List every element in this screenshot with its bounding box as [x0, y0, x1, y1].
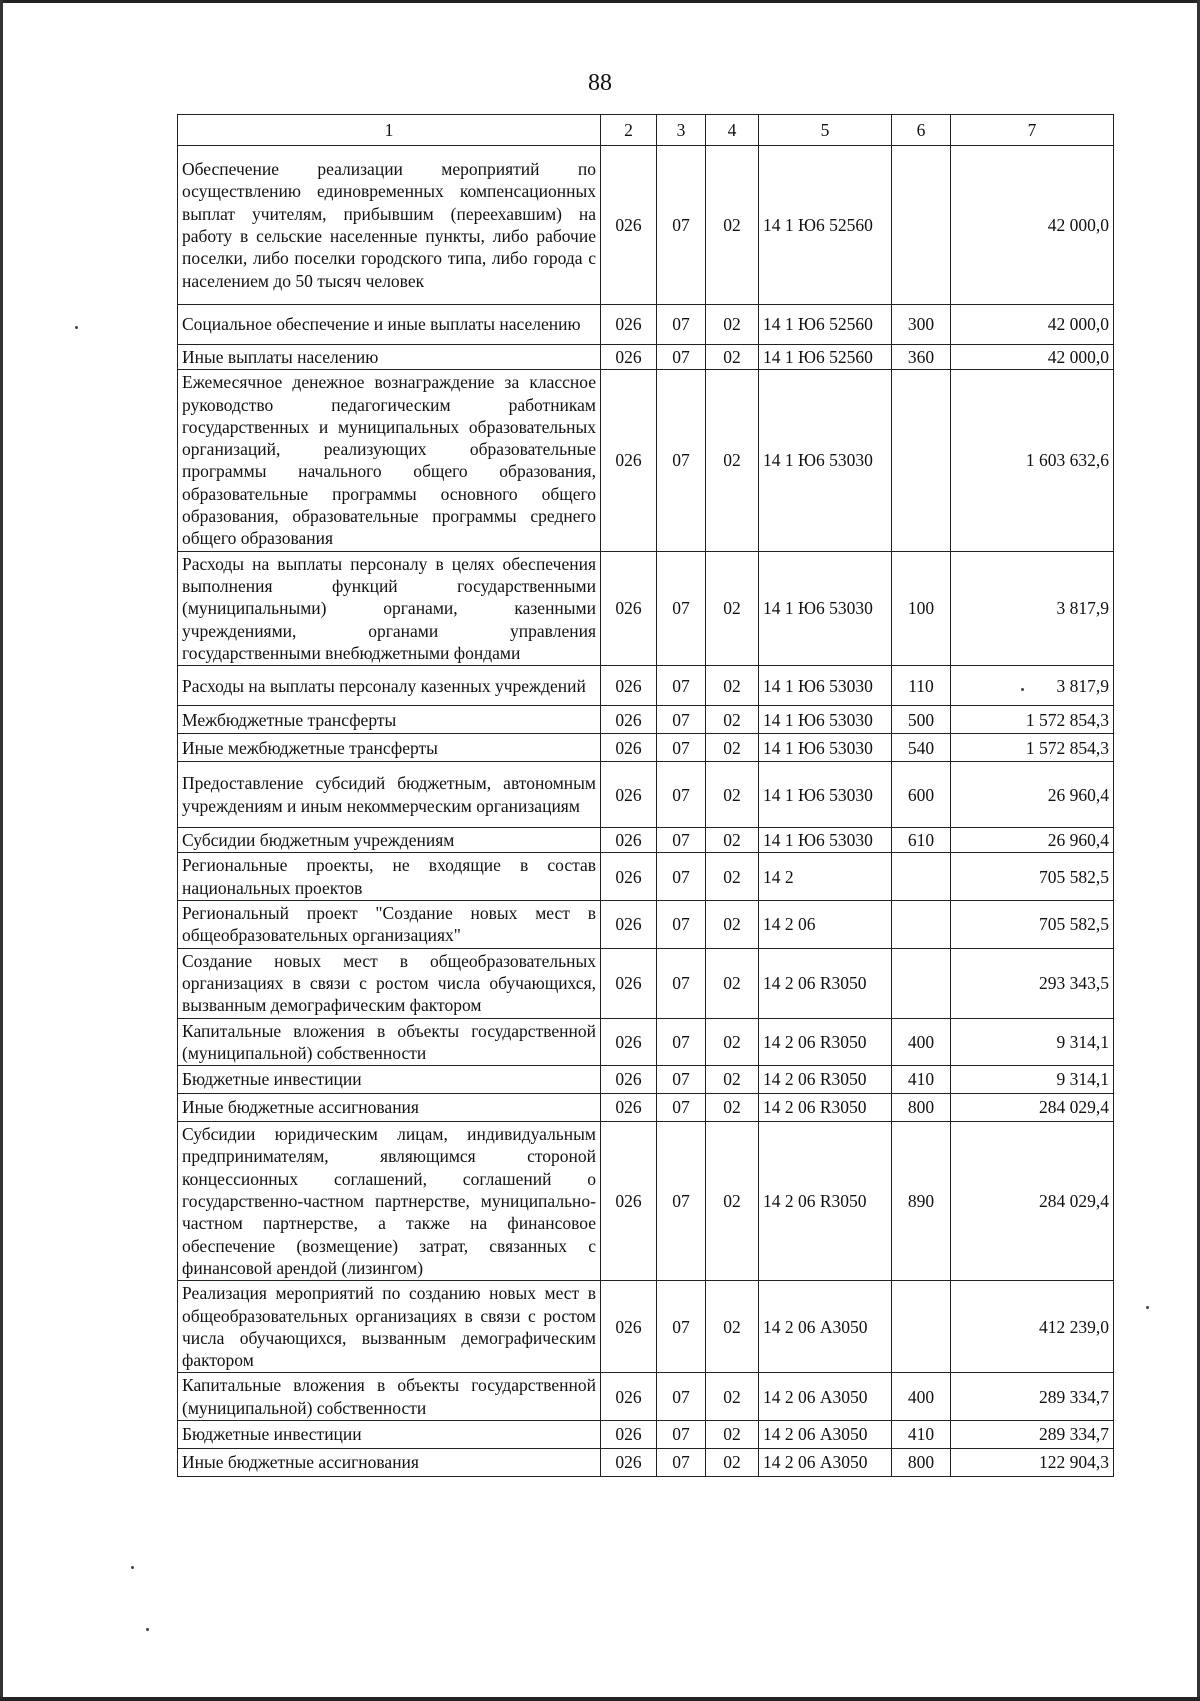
table-row — [178, 706, 1114, 734]
amount: 26 960,4 — [951, 762, 1114, 828]
target-article-code: 14 1 Ю6 52560 — [759, 305, 892, 345]
table-row — [178, 1122, 1114, 1281]
section-code: 07 — [657, 948, 706, 1018]
amount: 3 817,9 — [951, 551, 1114, 665]
row-name: Реализация мероприятий по созданию новых мест в общеобразовательных организациях в связи с ростом числа обучающихся, вызванным демографическим фактором — [178, 1281, 601, 1373]
scan-border-bottom — [0, 1697, 1200, 1701]
subsection-code: 02 — [706, 706, 759, 734]
row-name: Субсидии бюджетным учреждениям — [178, 828, 601, 853]
row-name: Предоставление субсидий бюджетным, автономным учреждениям и иным некоммерческим организациям — [178, 762, 601, 828]
subsection-code: 02 — [706, 1373, 759, 1421]
table-row — [178, 370, 1114, 551]
ministry-code: 026 — [601, 370, 657, 551]
table-row — [178, 146, 1114, 305]
amount: 122 904,3 — [951, 1448, 1114, 1476]
ministry-code: 026 — [601, 1094, 657, 1122]
target-article-code: 14 2 06 R3050 — [759, 1018, 892, 1066]
ministry-code: 026 — [601, 1281, 657, 1373]
section-code: 07 — [657, 1094, 706, 1122]
ministry-code: 026 — [601, 551, 657, 665]
subsection-code: 02 — [706, 853, 759, 901]
subsection-code: 02 — [706, 1281, 759, 1373]
expense-type-code: 600 — [892, 762, 951, 828]
budget-table — [177, 114, 1114, 1477]
target-article-code: 14 1 Ю6 53030 — [759, 370, 892, 551]
section-code: 07 — [657, 706, 706, 734]
row-name: Межбюджетные трансферты — [178, 706, 601, 734]
expense-type-code — [892, 370, 951, 551]
amount: 42 000,0 — [951, 345, 1114, 370]
row-name: Создание новых мест в общеобразовательных организациях в связи с ростом числа обучающихся, вызванным демографическим фактором — [178, 948, 601, 1018]
amount: 3 817,9 — [951, 666, 1114, 706]
row-name: Бюджетные инвестиции — [178, 1420, 601, 1448]
subsection-code: 02 — [706, 1448, 759, 1476]
subsection-code: 02 — [706, 1420, 759, 1448]
amount: 289 334,7 — [951, 1420, 1114, 1448]
expense-type-code: 410 — [892, 1420, 951, 1448]
subsection-code: 02 — [706, 305, 759, 345]
table-row — [178, 305, 1114, 345]
table-row — [178, 666, 1114, 706]
subsection-code: 02 — [706, 1094, 759, 1122]
row-name: Региональный проект "Создание новых мест в общеобразовательных организациях" — [178, 901, 601, 949]
expense-type-code: 610 — [892, 828, 951, 853]
ministry-code: 026 — [601, 146, 657, 305]
table-row — [178, 1018, 1114, 1066]
subsection-code: 02 — [706, 828, 759, 853]
amount: 284 029,4 — [951, 1094, 1114, 1122]
row-name: Иные межбюджетные трансферты — [178, 734, 601, 762]
expense-type-code: 400 — [892, 1373, 951, 1421]
section-code: 07 — [657, 146, 706, 305]
row-name: Субсидии юридическим лицам, индивидуальным предпринимателям, являющимся стороной концессионных соглашений, соглашений о государственно-частном партнерстве, муниципально-частном партнерстве, а также на финансовое обеспечение (возмещение) затрат, связанных с финансовой арендой (лизингом) — [178, 1122, 601, 1281]
expense-type-code: 410 — [892, 1066, 951, 1094]
target-article-code: 14 2 06 — [759, 901, 892, 949]
table-row — [178, 1066, 1114, 1094]
section-code: 07 — [657, 1448, 706, 1476]
expense-type-code: 400 — [892, 1018, 951, 1066]
target-article-code: 14 1 Ю6 53030 — [759, 762, 892, 828]
row-name: Расходы на выплаты персоналу казенных учреждений — [178, 666, 601, 706]
expense-type-code: 800 — [892, 1094, 951, 1122]
target-article-code: 14 2 06 А3050 — [759, 1448, 892, 1476]
subsection-code: 02 — [706, 734, 759, 762]
row-name: Иные выплаты населению — [178, 345, 601, 370]
section-code: 07 — [657, 828, 706, 853]
target-article-code: 14 2 06 R3050 — [759, 1122, 892, 1281]
table-row — [178, 1448, 1114, 1476]
section-code: 07 — [657, 901, 706, 949]
expense-type-code: 360 — [892, 345, 951, 370]
ministry-code: 026 — [601, 305, 657, 345]
expense-type-code: 110 — [892, 666, 951, 706]
table-row — [178, 828, 1114, 853]
table-row — [178, 1281, 1114, 1373]
target-article-code: 14 2 06 А3050 — [759, 1373, 892, 1421]
subsection-code: 02 — [706, 146, 759, 305]
amount: 293 343,5 — [951, 948, 1114, 1018]
ministry-code: 026 — [601, 666, 657, 706]
scan-speck — [131, 1566, 134, 1569]
subsection-code: 02 — [706, 901, 759, 949]
subsection-code: 02 — [706, 1018, 759, 1066]
table-row — [178, 948, 1114, 1018]
expense-type-code: 890 — [892, 1122, 951, 1281]
subsection-code: 02 — [706, 1066, 759, 1094]
ministry-code: 026 — [601, 828, 657, 853]
page-number: 88 — [588, 70, 612, 96]
section-code: 07 — [657, 666, 706, 706]
row-name: Региональные проекты, не входящие в состав национальных проектов — [178, 853, 601, 901]
row-name: Бюджетные инвестиции — [178, 1066, 601, 1094]
ministry-code: 026 — [601, 706, 657, 734]
target-article-code: 14 2 06 R3050 — [759, 948, 892, 1018]
column-header: 5 — [759, 115, 892, 146]
section-code: 07 — [657, 762, 706, 828]
column-header: 1 — [178, 115, 601, 146]
row-name: Расходы на выплаты персоналу в целях обеспечения выполнения функций государственными (муниципальными) органами, казенными учреждениями, органами управления государственными внебюджетными фондами — [178, 551, 601, 665]
amount: 289 334,7 — [951, 1373, 1114, 1421]
row-name: Иные бюджетные ассигнования — [178, 1094, 601, 1122]
section-code: 07 — [657, 305, 706, 345]
section-code: 07 — [657, 853, 706, 901]
subsection-code: 02 — [706, 948, 759, 1018]
amount: 705 582,5 — [951, 901, 1114, 949]
expense-type-code — [892, 901, 951, 949]
target-article-code: 14 2 — [759, 853, 892, 901]
ministry-code: 026 — [601, 1122, 657, 1281]
section-code: 07 — [657, 345, 706, 370]
ministry-code: 026 — [601, 1373, 657, 1421]
target-article-code: 14 1 Ю6 53030 — [759, 551, 892, 665]
column-header: 6 — [892, 115, 951, 146]
ministry-code: 026 — [601, 1420, 657, 1448]
subsection-code: 02 — [706, 370, 759, 551]
expense-type-code — [892, 1281, 951, 1373]
expense-type-code — [892, 853, 951, 901]
row-name: Капитальные вложения в объекты государственной (муниципальной) собственности — [178, 1373, 601, 1421]
table-row — [178, 853, 1114, 901]
section-code: 07 — [657, 1066, 706, 1094]
amount: 42 000,0 — [951, 305, 1114, 345]
target-article-code: 14 2 06 R3050 — [759, 1094, 892, 1122]
target-article-code: 14 1 Ю6 53030 — [759, 734, 892, 762]
target-article-code: 14 1 Ю6 53030 — [759, 706, 892, 734]
amount: 42 000,0 — [951, 146, 1114, 305]
target-article-code: 14 2 06 А3050 — [759, 1281, 892, 1373]
expense-type-code: 300 — [892, 305, 951, 345]
expense-type-code — [892, 146, 951, 305]
column-header: 7 — [951, 115, 1114, 146]
section-code: 07 — [657, 1420, 706, 1448]
column-header: 2 — [601, 115, 657, 146]
amount: 1 572 854,3 — [951, 734, 1114, 762]
ministry-code: 026 — [601, 345, 657, 370]
ministry-code: 026 — [601, 1066, 657, 1094]
amount: 412 239,0 — [951, 1281, 1114, 1373]
target-article-code: 14 1 Ю6 52560 — [759, 345, 892, 370]
table-header-row — [178, 115, 1114, 146]
section-code: 07 — [657, 1373, 706, 1421]
target-article-code: 14 1 Ю6 52560 — [759, 146, 892, 305]
table-row — [178, 1094, 1114, 1122]
target-article-code: 14 2 06 А3050 — [759, 1420, 892, 1448]
row-name: Обеспечение реализации мероприятий по осуществлению единовременных компенсационных выплат учителям, прибывшим (переехавшим) на работу в сельские населенные пункты, либо рабочие поселки, либо поселки городского типа, либо города с населением до 50 тысяч человек — [178, 146, 601, 305]
expense-type-code: 540 — [892, 734, 951, 762]
row-name: Социальное обеспечение и иные выплаты населению — [178, 305, 601, 345]
column-header: 4 — [706, 115, 759, 146]
expense-type-code: 100 — [892, 551, 951, 665]
expense-type-code — [892, 948, 951, 1018]
scan-speck — [146, 1628, 149, 1631]
row-name: Ежемесячное денежное вознаграждение за классное руководство педагогическим работникам государственных и муниципальных образовательных организаций, реализующих образовательные программы начального общего образования, образовательные программы основного общего образования, образовательные программы среднего общего образования — [178, 370, 601, 551]
subsection-code: 02 — [706, 762, 759, 828]
section-code: 07 — [657, 551, 706, 665]
target-article-code: 14 1 Ю6 53030 — [759, 828, 892, 853]
amount: 1 603 632,6 — [951, 370, 1114, 551]
table-row — [178, 901, 1114, 949]
column-header: 3 — [657, 115, 706, 146]
scan-border-top — [0, 0, 1200, 3]
section-code: 07 — [657, 1122, 706, 1281]
target-article-code: 14 2 06 R3050 — [759, 1066, 892, 1094]
amount: 1 572 854,3 — [951, 706, 1114, 734]
target-article-code: 14 1 Ю6 53030 — [759, 666, 892, 706]
section-code: 07 — [657, 1018, 706, 1066]
subsection-code: 02 — [706, 551, 759, 665]
section-code: 07 — [657, 1281, 706, 1373]
expense-type-code: 500 — [892, 706, 951, 734]
scan-border-left — [0, 0, 3, 1701]
amount: 9 314,1 — [951, 1018, 1114, 1066]
table-row — [178, 734, 1114, 762]
table-row — [178, 1420, 1114, 1448]
amount: 9 314,1 — [951, 1066, 1114, 1094]
section-code: 07 — [657, 734, 706, 762]
table-row — [178, 1373, 1114, 1421]
subsection-code: 02 — [706, 345, 759, 370]
section-code: 07 — [657, 370, 706, 551]
table-row — [178, 551, 1114, 665]
subsection-code: 02 — [706, 1122, 759, 1281]
ministry-code: 026 — [601, 948, 657, 1018]
ministry-code: 026 — [601, 901, 657, 949]
subsection-code: 02 — [706, 666, 759, 706]
scan-speck — [1146, 1306, 1149, 1309]
amount: 705 582,5 — [951, 853, 1114, 901]
ministry-code: 026 — [601, 762, 657, 828]
ministry-code: 026 — [601, 853, 657, 901]
amount: 26 960,4 — [951, 828, 1114, 853]
expense-type-code: 800 — [892, 1448, 951, 1476]
amount: 284 029,4 — [951, 1122, 1114, 1281]
table-row — [178, 345, 1114, 370]
row-name: Иные бюджетные ассигнования — [178, 1448, 601, 1476]
ministry-code: 026 — [601, 1448, 657, 1476]
ministry-code: 026 — [601, 1018, 657, 1066]
row-name: Капитальные вложения в объекты государственной (муниципальной) собственности — [178, 1018, 601, 1066]
ministry-code: 026 — [601, 734, 657, 762]
table-row — [178, 762, 1114, 828]
scan-speck — [75, 326, 78, 329]
